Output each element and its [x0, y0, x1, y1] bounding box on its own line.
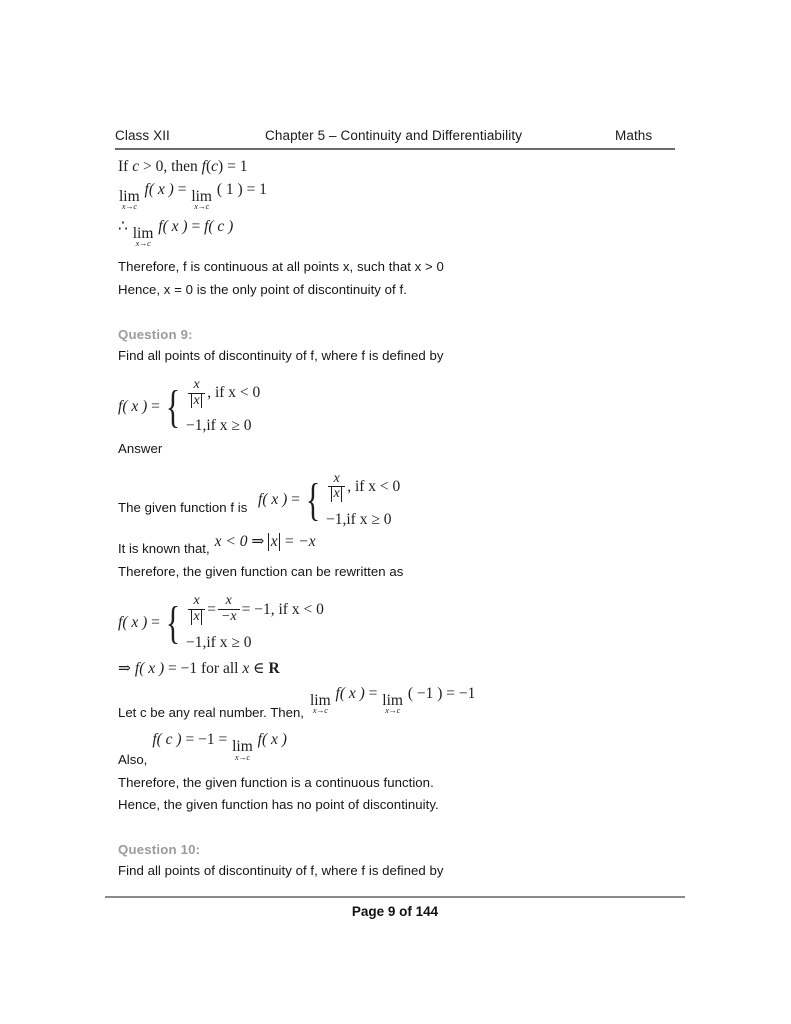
pw3-equals-mid: = — [207, 600, 216, 618]
pw1-numerator: x — [193, 376, 200, 392]
limit-operator — [119, 189, 140, 212]
spacer — [118, 465, 678, 472]
pw3-case-2-condition: if x ≥ 0 — [206, 633, 252, 651]
question-9-prompt: Find all points of discontinuity of f, where f is defined by — [118, 347, 444, 363]
lim-label-4: lim — [309, 691, 331, 709]
pw2-cases-group — [302, 472, 400, 529]
pw2-case-2 — [326, 511, 400, 529]
answer-label: Answer — [118, 441, 163, 457]
page-number-footer: Page 9 of 144 — [351, 904, 439, 919]
spacer — [118, 820, 678, 842]
it-is-known-label: It is known that, — [118, 541, 210, 557]
pw1-case-1 — [186, 378, 260, 408]
pw3-case-1-result: = −1, if x < 0 — [241, 600, 324, 618]
pw2-numerator: x — [333, 470, 340, 486]
pw2-case-2-value: −1, — [325, 510, 347, 528]
known-rhs: = −x — [283, 533, 316, 551]
also-argument-x: ( x ) — [261, 731, 287, 749]
equation-lim-f-equals-1 — [118, 181, 678, 212]
eq1-paren-open: ( — [205, 158, 212, 175]
pw3-lhs — [118, 614, 160, 632]
pw2-equals: = — [291, 491, 300, 509]
lim-subscript-5: x→c — [385, 706, 401, 716]
lim-label: lim — [119, 187, 140, 205]
therefore-symbol: ∴ — [118, 217, 128, 235]
equation-therefore-lim-equals-fc — [118, 217, 678, 249]
pw2-argument: ( x ) — [262, 491, 288, 509]
pw3-fraction-2 — [218, 594, 240, 624]
header-subject-label: Maths — [615, 128, 653, 143]
lim-label-6: lim — [232, 738, 253, 756]
piecewise-definition-1 — [118, 378, 678, 435]
question-10-prompt: Find all points of discontinuity of f, where f is defined by — [118, 863, 444, 879]
eq1-paren-close: ) — [218, 158, 224, 175]
limit-result: = −1 — [446, 684, 476, 702]
eq1-condition: > 0, then — [142, 158, 198, 175]
pw3-cases — [186, 594, 324, 651]
limit-operator-5 — [382, 693, 403, 716]
limit-operator-3 — [133, 226, 154, 249]
pw1-denominator: x — [188, 393, 205, 409]
also-function-f2: f — [257, 731, 262, 749]
pw1-case-1-condition: , if x < 0 — [207, 384, 261, 402]
implies-variable-x: x — [242, 659, 250, 677]
eq2-equals: = — [177, 181, 187, 198]
lim-subscript-6: x→c — [234, 752, 250, 762]
pw1-function-f: f — [118, 397, 123, 415]
pw3-numerator-1: x — [193, 593, 200, 609]
limit-operator-4 — [310, 693, 331, 716]
pw1-case-2-value: −1, — [185, 417, 207, 435]
eq2-constant-one: ( 1 ) — [216, 181, 243, 198]
lim-label-3: lim — [132, 224, 154, 242]
pw3-case-2 — [186, 634, 324, 652]
eq3-function-f: f — [158, 217, 163, 235]
implies-arrow-icon: ⇒ — [118, 659, 131, 677]
known-fact-equation — [215, 532, 316, 551]
pw1-argument: ( x ) — [122, 397, 148, 415]
limit-function-f: f — [335, 684, 340, 702]
page-header — [115, 128, 675, 143]
eq1-prefix: If — [118, 158, 129, 175]
question-9-heading: Question 9: — [118, 326, 193, 342]
implies-function-f: f — [134, 659, 140, 677]
lim-label-5: lim — [382, 691, 403, 709]
implies-argument: ( x ) — [139, 659, 165, 677]
pw3-function-f: f — [118, 614, 123, 631]
pw1-case-2 — [186, 417, 260, 435]
limit-argument: ( x ) — [339, 684, 365, 702]
lim-label-2: lim — [191, 187, 212, 205]
let-c-label: Let c be any real number. Then, — [118, 705, 304, 721]
piecewise-definition-3 — [118, 594, 678, 651]
pw3-case-2-value: −1, — [185, 633, 207, 651]
left-brace-icon: { — [165, 597, 181, 649]
also-function-f: f — [152, 731, 157, 749]
pw1-fraction — [188, 378, 205, 408]
eq2-result: = 1 — [246, 181, 267, 198]
lim-subscript-3: x→c — [135, 239, 151, 249]
spacer — [118, 587, 678, 594]
footer-divider — [105, 896, 685, 898]
paragraph-no-discontinuity: Hence, the given function has no point of discontinuity. — [118, 797, 439, 813]
known-fact-row — [118, 533, 678, 557]
real-numbers-symbol: R — [268, 659, 280, 677]
let-c-row — [118, 684, 678, 721]
also-row — [118, 731, 678, 768]
lim-subscript-2: x→c — [194, 202, 210, 212]
eq2-argument: ( x ) — [148, 181, 174, 198]
implies-rhs: = −1 for all — [168, 659, 239, 677]
pw3-denominator-1: x — [188, 609, 205, 625]
eq2-function-f: f — [144, 181, 149, 198]
also-equation — [152, 731, 287, 762]
lim-subscript: x→c — [121, 202, 137, 212]
spacer — [118, 305, 678, 327]
pw3-equals: = — [151, 614, 160, 631]
pw2-case-2-condition: if x ≥ 0 — [346, 510, 392, 528]
header-class-label: Class XII — [115, 128, 170, 143]
also-argument-c: ( c ) — [156, 731, 182, 749]
pw2-denominator: x — [328, 486, 345, 502]
header-chapter-title: Chapter 5 – Continuity and Differentiability — [265, 128, 523, 143]
pw2-case-1 — [326, 472, 400, 502]
pw3-numerator-2: x — [225, 593, 232, 609]
known-lhs: x < 0 ⇒ — [214, 533, 265, 551]
limit-operator-6 — [232, 739, 253, 762]
eq1-argument: c — [211, 158, 219, 175]
limit-operator-2 — [191, 189, 212, 212]
spacer — [118, 652, 678, 659]
equation-implies-constant — [118, 659, 678, 678]
also-label: Also, — [118, 752, 148, 768]
pw3-denominator-2: −x — [218, 609, 240, 625]
pw1-cases — [186, 378, 260, 435]
pw2-function-f: f — [258, 491, 263, 509]
pw1-lhs — [118, 398, 160, 416]
eq3-rhs-argument: ( c ) — [208, 217, 234, 235]
pw2-case-1-condition: , if x < 0 — [347, 477, 401, 495]
paragraph-rewritten: Therefore, the given function can be rewritten as — [118, 564, 404, 580]
left-brace-icon: { — [165, 380, 181, 432]
pw1-equals: = — [151, 397, 160, 415]
spacer — [118, 371, 678, 378]
paragraph-continuous-conclusion: Therefore, the given function is a continuous function. — [118, 775, 434, 791]
pw1-cases-group — [162, 378, 260, 435]
limit-equation-neg1 — [309, 685, 475, 716]
eq3-rhs-function: f — [204, 217, 209, 235]
limit-equals: = — [368, 684, 378, 702]
lim-subscript-4: x→c — [312, 706, 328, 716]
pw2-lhs — [258, 491, 300, 509]
eq3-argument: ( x ) — [162, 217, 188, 235]
eq1-function-f: f — [201, 158, 206, 175]
limit-constant-neg-one: ( −1 ) — [407, 684, 443, 702]
paragraph-only-discontinuity: Hence, x = 0 is the only point of discontinuity of f. — [118, 281, 407, 297]
eq1-result: = 1 — [227, 158, 248, 175]
known-abs-x: x — [268, 533, 280, 551]
pw3-argument: ( x ) — [122, 614, 148, 631]
element-of-symbol: ∈ — [253, 659, 265, 677]
eq1-variable-c: c — [132, 158, 140, 175]
left-brace-icon: { — [305, 474, 321, 526]
pw2-cases — [326, 472, 400, 529]
spacer — [118, 435, 678, 442]
equation-if-c-gt-0 — [118, 158, 678, 176]
pw3-fraction-1 — [188, 594, 205, 624]
page-content — [118, 158, 678, 887]
also-equals-neg-one: = −1 = — [185, 731, 228, 749]
paragraph-given-function: The given function f is — [118, 499, 248, 515]
pw3-cases-group — [162, 594, 324, 651]
eq3-equals: = — [191, 217, 201, 235]
pw1-case-2-condition: if x ≥ 0 — [206, 417, 252, 435]
header-divider — [115, 148, 675, 150]
question-10-heading: Question 10: — [118, 842, 201, 858]
paragraph-continuous-points: Therefore, f is continuous at all points x, such that x > 0 — [118, 259, 444, 275]
pw2-fraction — [328, 472, 345, 502]
pw3-case-1 — [186, 594, 324, 624]
